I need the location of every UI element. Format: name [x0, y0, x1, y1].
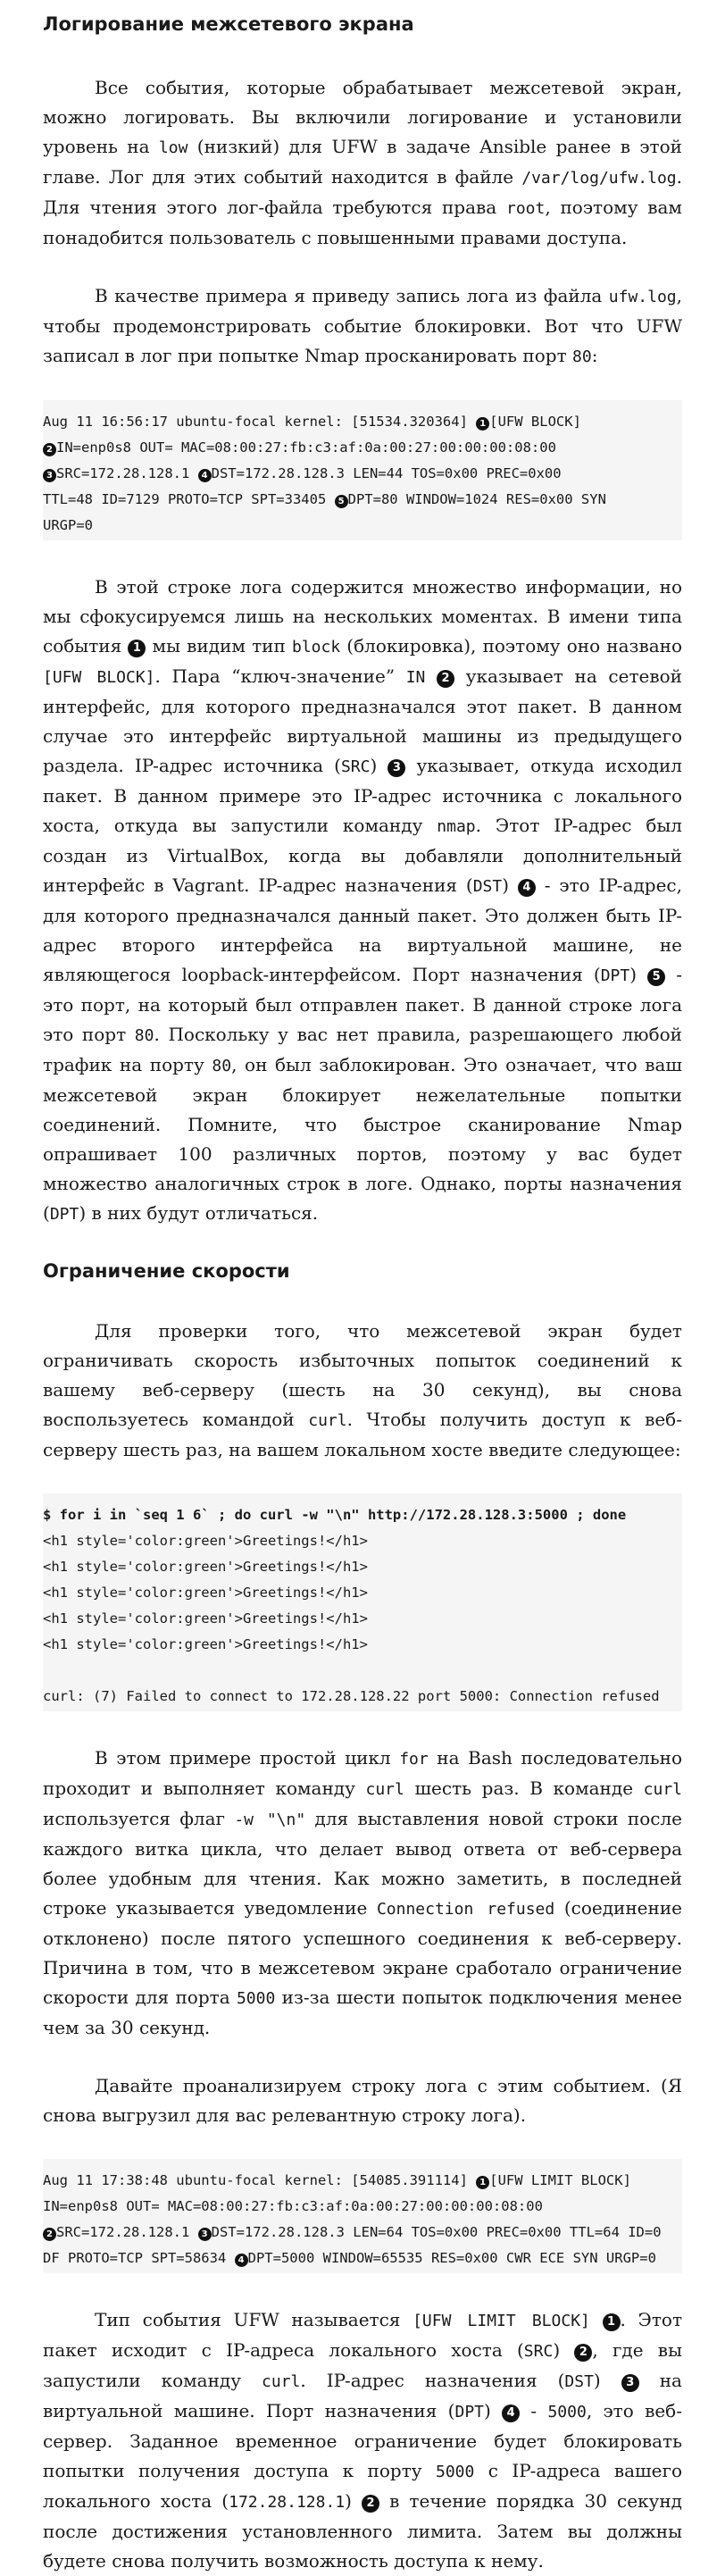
- inline-code: root: [505, 199, 546, 218]
- inline-code: /var/log/ufw.log: [521, 169, 677, 188]
- callout-marker: 4: [502, 2405, 520, 2422]
- paragraph-limit-explanation: Тип события UFW называется [UFW LIMIT BLOCK] 1 . Этот пакет исходит с IP-адреса локального хоста (SRC) 2 , где вы запустили команду curl. IP-адрес назначения (DST) 3 на виртуальной машине. Порт назначения (DPT) 4 - 5000, это веб-сервер. Заданное временное ограничение будет блокировать попытки получения доступа к порту 5000 с IP-адреса вашего локального хоста (172.28.128.1) 2 в течение порядка 30 секунд после достижения установленного лимита. Затем вы должны будете снова получить возможность доступа к нему.: [43, 2309, 683, 2572]
- section-title-firewall-logging: Логирование межсетевого экрана: [43, 13, 414, 35]
- inline-code: 80: [572, 347, 592, 366]
- callout-marker: 2: [43, 2228, 56, 2241]
- inline-code: ufw.log: [608, 288, 677, 306]
- callout-marker: 1: [476, 2176, 489, 2189]
- callout-marker: 1: [476, 417, 489, 431]
- paragraph-logging-intro: Все события, которые обрабатывает межсетевой экран, можно логировать. Вы включили логирование и установили уровень на low (низкий) для UFW в задаче Ansible ранее в этой главе. Лог для этих событий находится в файле /var/log/ufw.log. Для чтения этого лог-файла требуются права root, поэтому вам понадобится пользователь с повышенными правами доступа.: [43, 77, 682, 248]
- callout-marker: 4: [518, 879, 536, 897]
- callout-marker: 2: [574, 2344, 592, 2362]
- callout-marker: 3: [388, 759, 405, 777]
- inline-code: low: [158, 138, 188, 157]
- section-title-rate-limiting: Ограничение скорости: [43, 1260, 290, 1282]
- callout-marker: 2: [362, 2495, 379, 2513]
- callout-marker: 4: [235, 2254, 248, 2267]
- code-block-curl-loop: $ for i in `seq 1 6` ; do curl -w "\n" http://172.28.128.3:5000 ; done <h1 style='color:green'>Greetings!</h1> <h1 style='color:green'>Greetings!</h1> <h1 style='color:green'>Greetings!</h1> <h1 style='color:green'>Greetings!</h1> <h1 style='color:green'>Greetings!</h1> curl: (7) Failed to connect to 172.28.128.22 port 5000: Connection refused: [43, 1493, 682, 1711]
- callout-marker: 5: [647, 968, 665, 986]
- callout-marker: 1: [603, 2313, 621, 2331]
- callout-marker: 4: [198, 469, 212, 482]
- paragraph-rate-limit-intro: Для проверки того, что межсетевой экран будет ограничивать скорость избыточных попыток соединений к вашему веб-серверу (шесть на 30 секунд), вы снова воспользуетесь командой curl. Чтобы получить доступ к веб-серверу шесть раз, на вашем локальном хосте введите следующее:: [43, 1320, 682, 1460]
- callout-marker: 2: [437, 670, 454, 688]
- log-block-ufw-limit: Aug 11 17:38:48 ubuntu-focal kernel: [54085.391114] 1 [UFW LIMIT BLOCK] IN=enp0s8 OUT= MAC=08:00:27:fb:c3:af:0a:00:27:00:00:00:08:00 2 SRC=172.28.128.1 3 DST=172.28.128.3 LEN=64 TOS=0x00 PREC=0x00 TTL=64 ID=0 DF PROTO=TCP SPT=58634 4 DPT=5000 WINDOW=65535 RES=0x00 CWR ECE SYN URGP=0: [43, 2159, 682, 2273]
- callout-marker: 3: [198, 2228, 212, 2241]
- log-block-ufw-block: Aug 11 16:56:17 ubuntu-focal kernel: [51534.320364] 1 [UFW BLOCK] 2 IN=enp0s8 OUT= MAC=08:00:27:fb:c3:af:0a:00:27:00:00:00:08:00 3 SRC=172.28.128.1 4 DST=172.28.128.3 LEN=44 TOS=0x00 PREC=0x00 TTL=48 ID=7129 PROTO=TCP SPT=33405 5 DPT=80 WINDOW=1024 RES=0x00 SYN URGP=0: [43, 400, 682, 540]
- callout-marker: 1: [128, 640, 146, 657]
- callout-marker: 5: [335, 495, 348, 508]
- callout-marker: 2: [43, 443, 56, 456]
- paragraph-analyze-log: Давайте проанализируем строку лога с этим событием. (Я снова выгрузил для вас релевантную строку лога).: [43, 2075, 682, 2126]
- command-line: $ for i in `seq 1 6` ; do curl -w "\n" http://172.28.128.3:5000 ; done: [43, 1507, 627, 1523]
- callout-marker: 3: [621, 2374, 639, 2392]
- paragraph-log-example: В качестве примера я приведу запись лога из файла ufw.log, чтобы продемонстрировать событие блокировки. Вот что UFW записал в лог при попытке Nmap просканировать порт 80:: [43, 285, 682, 366]
- callout-marker: 3: [43, 469, 56, 482]
- paragraph-curl-explanation: В этом примере простой цикл for на Bash последовательно проходит и выполняет команду curl шесть раз. В команде curl используется флаг -w "\n" для выставления новой строки после каждого витка цикла, что делает вывод ответа от веб-сервера более удобным для чтения. Как можно заметить, в последней строке указывается уведомление Connection refused (соединение отклонено) после пятого успешного соединения к веб-серверу. Причина в том, что в межсетевом экране сработало ограничение скорости для порта 5000 из-за шести попыток подключения менее чем за 30 секунд.: [43, 1747, 683, 2038]
- paragraph-log-explanation: В этой строке лога содержится множество информации, но мы сфокусируемся лишь на нескольких моментах. В имени типа события 1 мы видим тип block (блокировка), поэтому оно названо [UFW BLOCK]. Пара “ключ-значение” IN 2 указывает на сетевой интерфейс, для которого предназначался этот пакет. В данном случае это интерфейс виртуальной машины из предыдущего раздела. IP-адрес источника (SRC) 3 указывает, откуда исходил пакет. В данном примере это IP-адрес источника с локального хоста, откуда вы запустили команду nmap. Этот IP-адрес был создан из VirtualBox, когда вы добавляли дополнительный интерфейс в Vagrant. IP-адрес назначения (DST) 4 - это IP-адрес, для которого предназначался данный пакет. Это должен быть IP-адрес второго интерфейса на виртуальной машине, не являющегося loopback-интерфейсом. Порт назначения (DPT) 5 - это порт, на который был отправлен пакет. В данной строке лога это порт 80. Поскольку у вас нет правила, разрешающего любой трафик на порту 80, он был заблокирован. Это означает, что ваш межсетевой экран блокирует нежелательные попытки соединений. Помните, что быстрое сканирование Nmap опрашивает 100 различных портов, поэтому у вас будет множество аналогичных строк в логе. Однако, порты назначения (DPT) в них будут отличаться.: [43, 576, 683, 1224]
